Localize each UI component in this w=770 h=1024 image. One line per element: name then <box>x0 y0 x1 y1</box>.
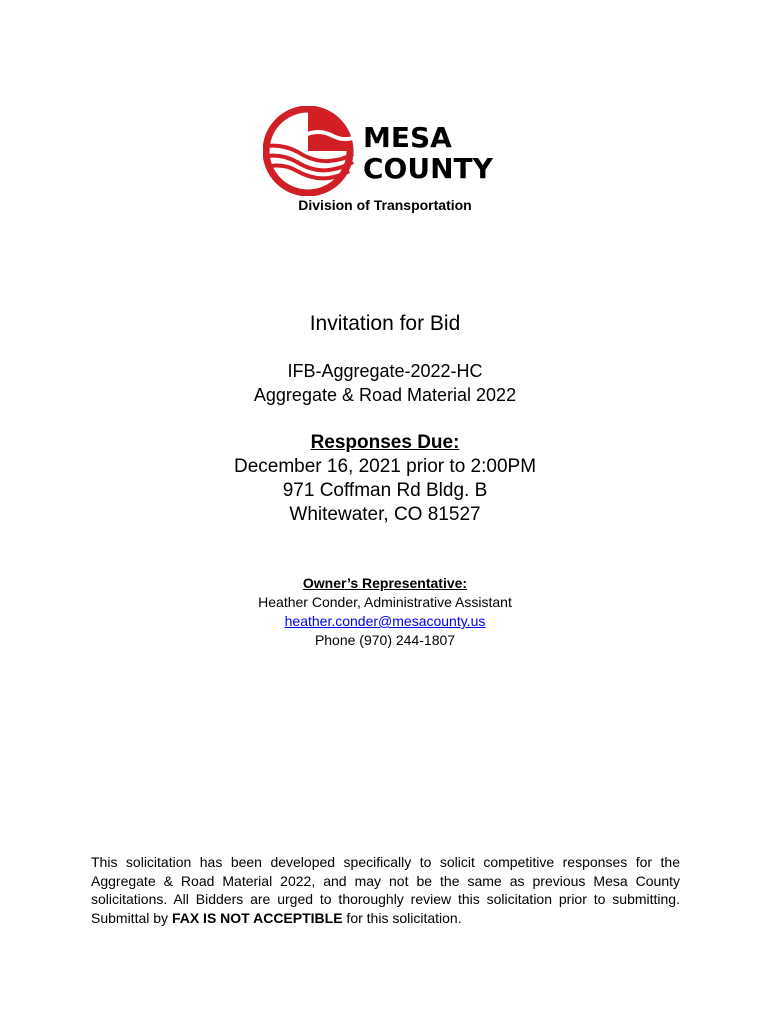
mesa-county-emblem-icon <box>263 106 363 196</box>
owner-representative-block <box>0 574 770 650</box>
owner-email-link[interactable]: heather.conder@mesacounty.us <box>284 613 486 629</box>
responses-block <box>0 431 770 527</box>
responses-address-line2: Whitewater, CO 81527 <box>289 504 481 525</box>
ifb-number: IFB-Aggregate-2022-HC <box>287 361 483 381</box>
document-title: Invitation for Bid <box>309 312 461 335</box>
owner-phone: Phone (970) 244-1807 <box>314 632 456 648</box>
logo-text-county: COUNTY <box>363 152 493 185</box>
responses-heading: Responses Due: <box>310 432 460 453</box>
responses-address-line1: 971 Coffman Rd Bldg. B <box>282 480 488 501</box>
solicitation-notice <box>91 853 680 927</box>
division-name: Division of Transportation <box>298 197 472 213</box>
notice-text-before: This solicitation has been developed specifically to solicit competitive responses for the Aggregate & Road Material 2022, and may not be the same as previous Mesa County solicitations. All Bidders are urged to thoroughly review this solicitation prior to submitting. Submittal by <box>91 854 680 926</box>
logo-text-mesa: MESA <box>363 121 452 154</box>
mesa-county-logo <box>263 106 503 196</box>
ifb-name: Aggregate & Road Material 2022 <box>253 385 517 405</box>
owner-name-title: Heather Conder, Administrative Assistant <box>258 594 512 610</box>
owner-heading: Owner’s Representative: <box>302 575 468 591</box>
notice-fax-warning: FAX IS NOT ACCEPTIBLE <box>171 909 343 926</box>
ifb-block <box>0 359 770 407</box>
responses-date: December 16, 2021 prior to 2:00PM <box>233 456 537 477</box>
notice-text-after: for this solicitation. <box>342 909 462 926</box>
